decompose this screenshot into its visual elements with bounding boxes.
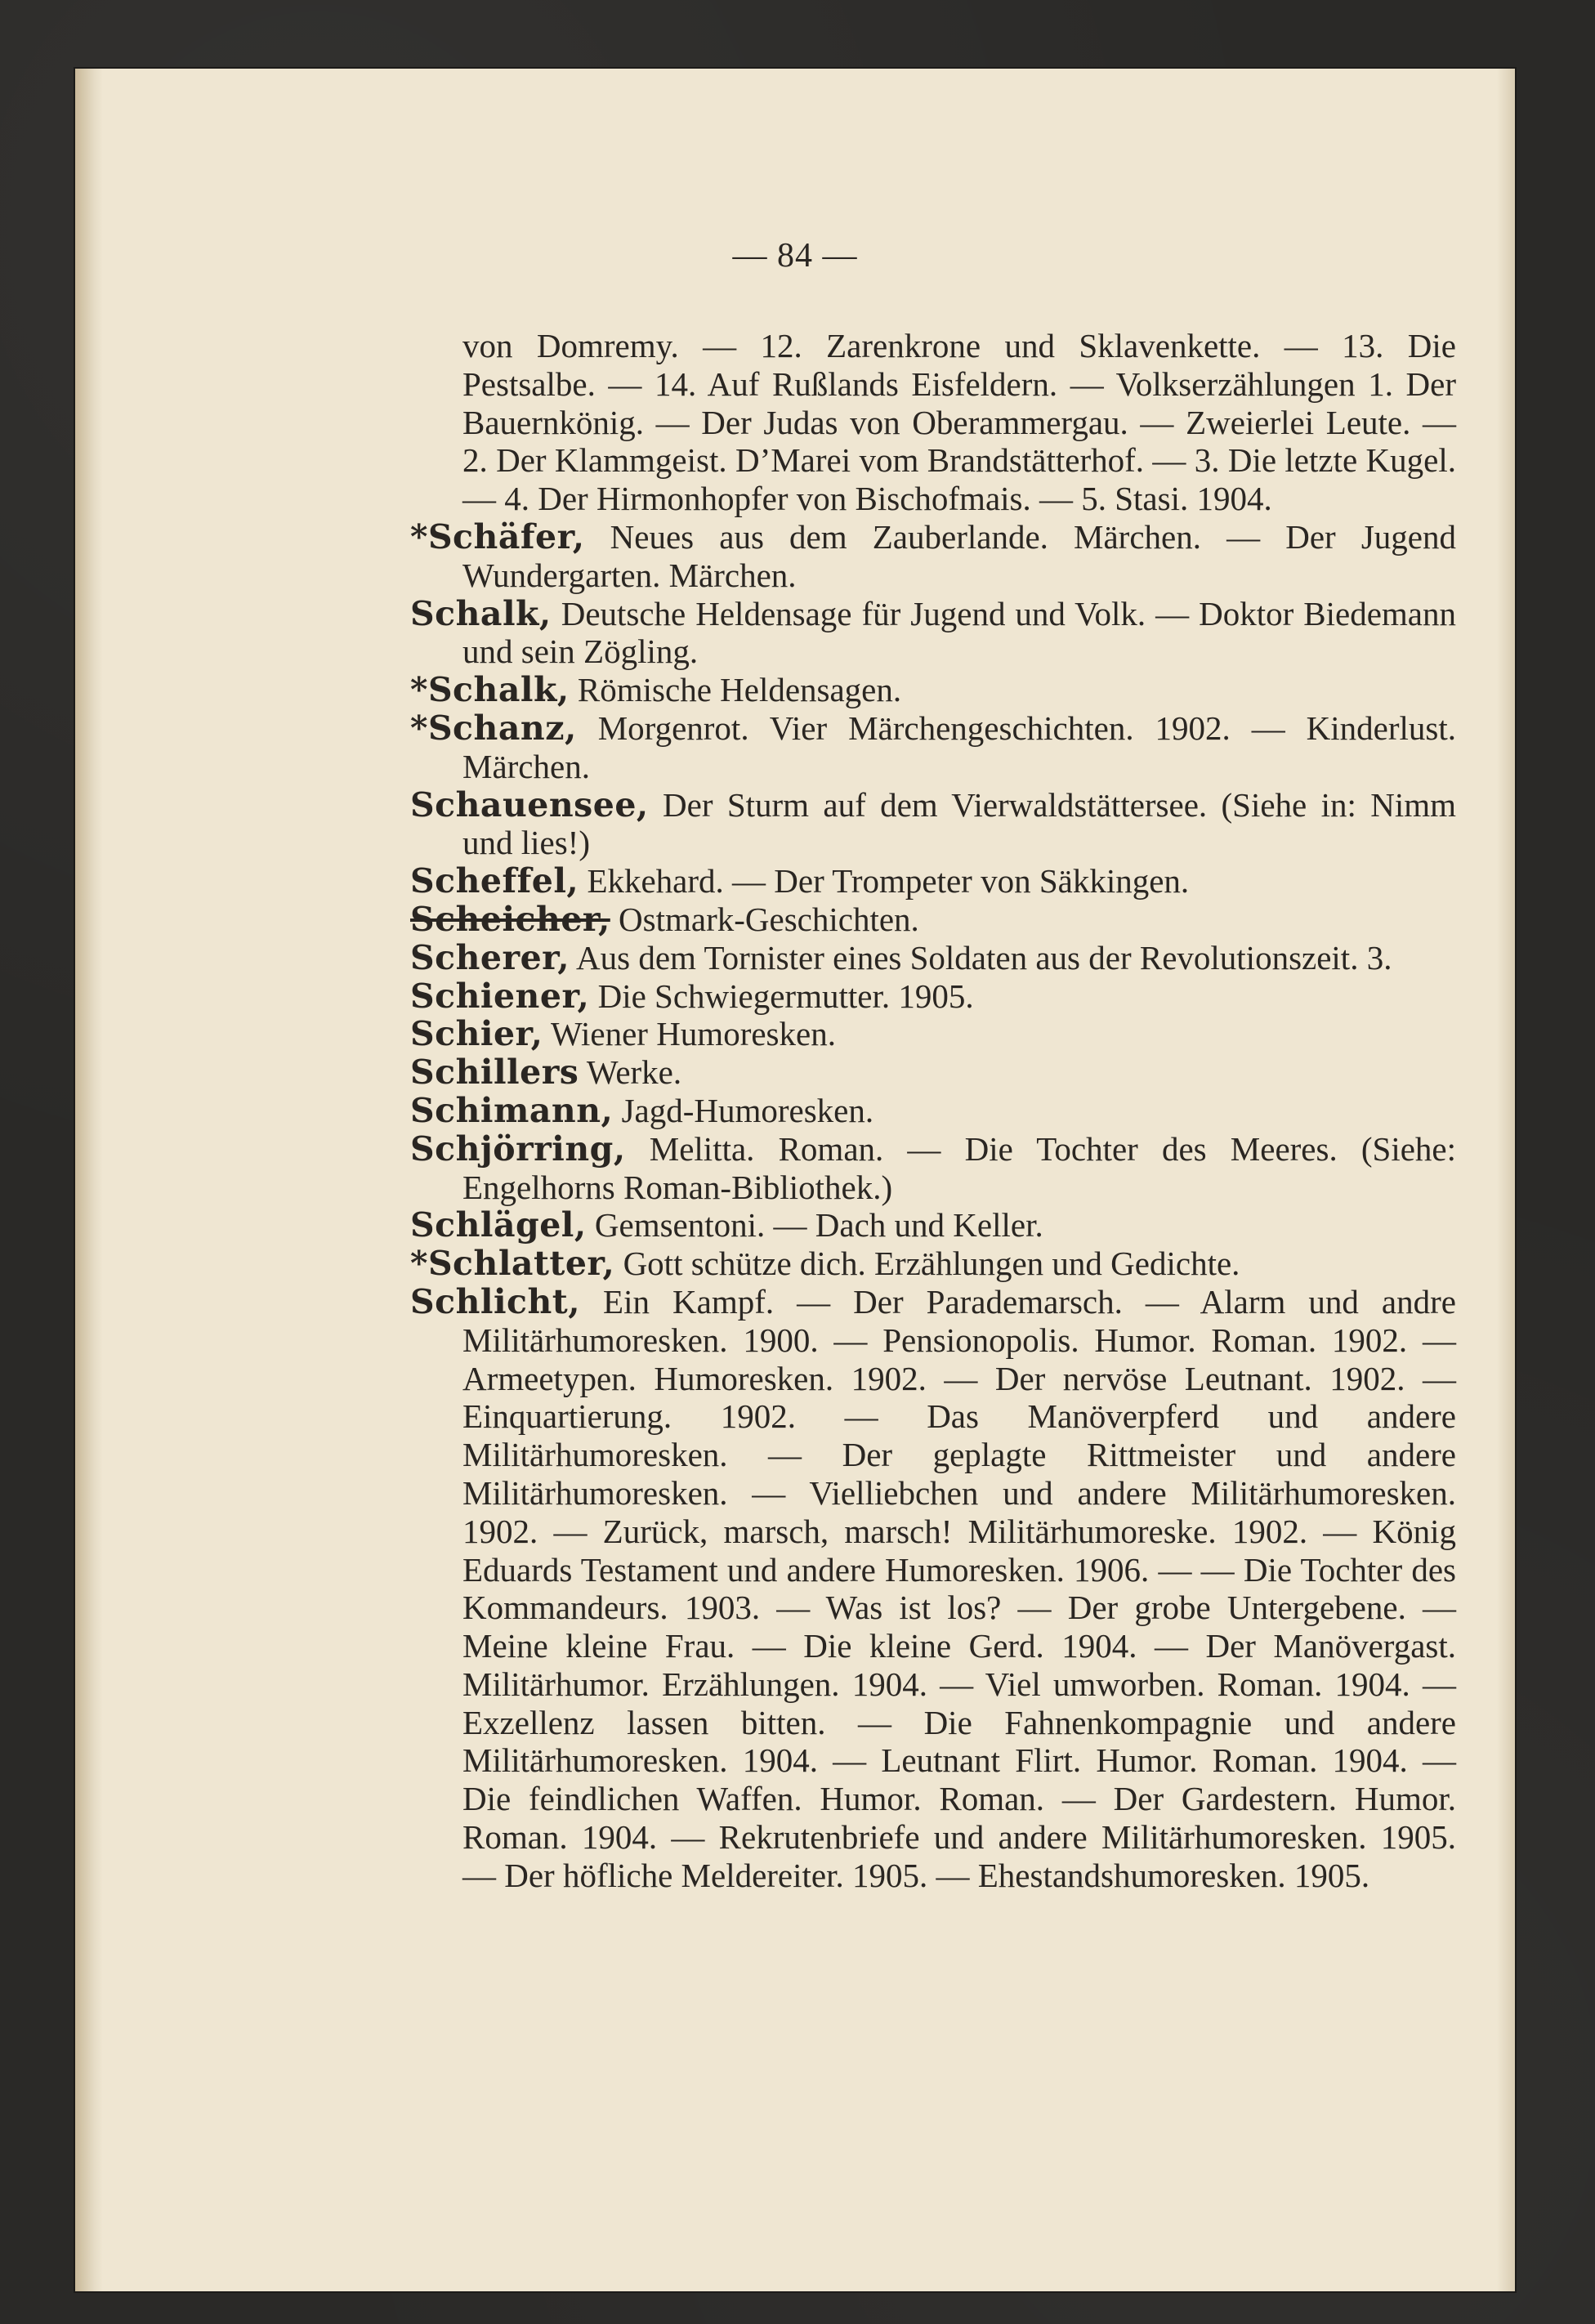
entry-text: Ostmark-Geschichten. <box>610 900 919 938</box>
entry-author: *Schanz, <box>410 708 577 748</box>
catalog-entry <box>410 1130 1456 1207</box>
entry-author: Schlicht, <box>410 1281 581 1321</box>
catalog-entry <box>410 518 1456 595</box>
entry-author: Schjörring, <box>410 1128 626 1169</box>
entry-text: Gemsentoni. — Dach und Keller. <box>586 1206 1043 1245</box>
page-spine <box>75 69 103 2291</box>
entry-author: Schauensee, <box>410 784 649 825</box>
entry-author: Schiener, <box>410 976 590 1016</box>
catalog-entry <box>410 595 1456 672</box>
entry-author: Scheffel, <box>410 861 579 901</box>
catalog-entry-struck <box>410 901 1456 939</box>
entry-text: Deutsche Heldensage für Jugend und Volk. — Doktor Biedemann und sein Zögling. <box>462 594 1456 671</box>
book-page <box>75 69 1515 2291</box>
entry-text: Wiener Humoresken. <box>543 1015 836 1053</box>
entry-author: *Schäfer, <box>410 516 585 556</box>
catalog-entry <box>410 1053 1456 1092</box>
catalog-entry <box>410 1283 1456 1895</box>
catalog-entry <box>410 977 1456 1016</box>
catalog-entry <box>410 786 1456 863</box>
entry-text: Morgenrot. Vier Märchengeschichten. 1902. — Kinderlust. Märchen. <box>462 708 1456 785</box>
catalog-entry <box>410 1015 1456 1053</box>
entry-text: Melitta. Roman. — Die Tochter des Meeres. (Siehe: Engelhorns Roman-Bibliothek.) <box>462 1129 1456 1206</box>
entry-text: Der Sturm auf dem Vierwaldstättersee. (Siehe in: Nimm und lies!) <box>462 785 1456 862</box>
entry-text: Ein Kampf. — Der Parademarsch. — Alarm und andre Militärhumoresken. 1900. — Pensionopolis. Humor. Roman. 1902. — Armeetypen. Humoresken. 1902. — Der nervöse Leutnant. 1902. — Einquartierung. 1902. — Das Manöverpferd und andere Militärhumoresken. — Der geplagte Rittmeister und andere Militärhumoresken. — Vielliebchen und andere Militärhumoresken. 1902. — Zurück, marsch, marsch! Militärhumoreske. 1902. — König Eduards Testament und andere Humoresken. 1906. — — Die Tochter des Kommandeurs. 1903. — Was ist los? — Der grobe Untergebene. — Meine kleine Frau. — Die kleine Gerd. 1904. — Der Manövergast. Militärhumor. Erzählungen. 1904. — Viel umworben. Roman. 1904. — Exzellenz lassen bitten. — Die Fahnenkompagnie und andere Militärhumoresken. 1904. — Leutnant Flirt. Humor. Roman. 1904. — Die feindlichen Waffen. Humor. Roman. — Der Gardestern. Humor. Roman. 1904. — Rekrutenbriefe und andere Militärhumoresken. 1905. — Der höfliche Meldereiter. 1905. — Ehestandshumoresken. 1905. <box>462 1282 1456 1894</box>
page-number: — 84 — <box>732 237 858 275</box>
catalog-entry <box>410 1092 1456 1130</box>
entry-author: *Schlatter, <box>410 1244 615 1284</box>
entry-text: Gott schütze dich. Erzählungen und Gedichte. <box>614 1245 1240 1283</box>
catalog-entry <box>410 862 1456 901</box>
catalog-entry <box>410 939 1456 977</box>
catalog-entry <box>410 709 1456 786</box>
catalog-entry-continuation <box>410 327 1456 518</box>
entry-text: Jagd-Humoresken. <box>613 1091 874 1129</box>
entry-author: Schillers <box>410 1053 579 1093</box>
entry-text: Römische Heldensagen. <box>569 671 902 709</box>
entry-author: *Schalk, <box>410 670 570 710</box>
entry-author: Schimann, <box>410 1090 614 1130</box>
entry-author: Scherer, <box>410 937 570 977</box>
entry-author: Schier, <box>410 1014 543 1054</box>
entry-author: Scheicher, <box>410 899 610 939</box>
entry-text: von Domremy. — 12. Zarenkrone und Sklavenkette. — 13. Die Pestsalbe. — 14. Auf Rußlands Eisfeldern. — Volkserzählungen 1. Der Bauernkönig. — Der Judas von Oberammergau. — Zweierlei Leute. — 2. Der Klammgeist. D’Marei vom Brandstätterhof. — 3. Die letzte Kugel. — 4. Der Hirmonhopfer von Bischofmais. — 5. Stasi. 1904. <box>462 327 1456 518</box>
catalog-entry <box>410 1245 1456 1283</box>
entry-text: Die Schwiegermutter. 1905. <box>589 977 974 1015</box>
entry-text: Aus dem Tornister eines Soldaten aus der Revolutionszeit. 3. <box>570 938 1392 977</box>
entry-text: Neues aus dem Zauberlande. Märchen. — Der Jugend Wundergarten. Märchen. <box>462 517 1456 594</box>
catalog-entry <box>410 1206 1456 1245</box>
catalog-text <box>410 327 1456 1895</box>
entry-author: Schalk, <box>410 593 552 633</box>
page-edge <box>1497 69 1515 2291</box>
entry-text: Ekkehard. — Der Trompeter von Säkkingen. <box>579 862 1190 901</box>
entry-text: Werke. <box>579 1053 682 1092</box>
catalog-entry <box>410 671 1456 709</box>
entry-author: Schlägel, <box>410 1205 587 1245</box>
